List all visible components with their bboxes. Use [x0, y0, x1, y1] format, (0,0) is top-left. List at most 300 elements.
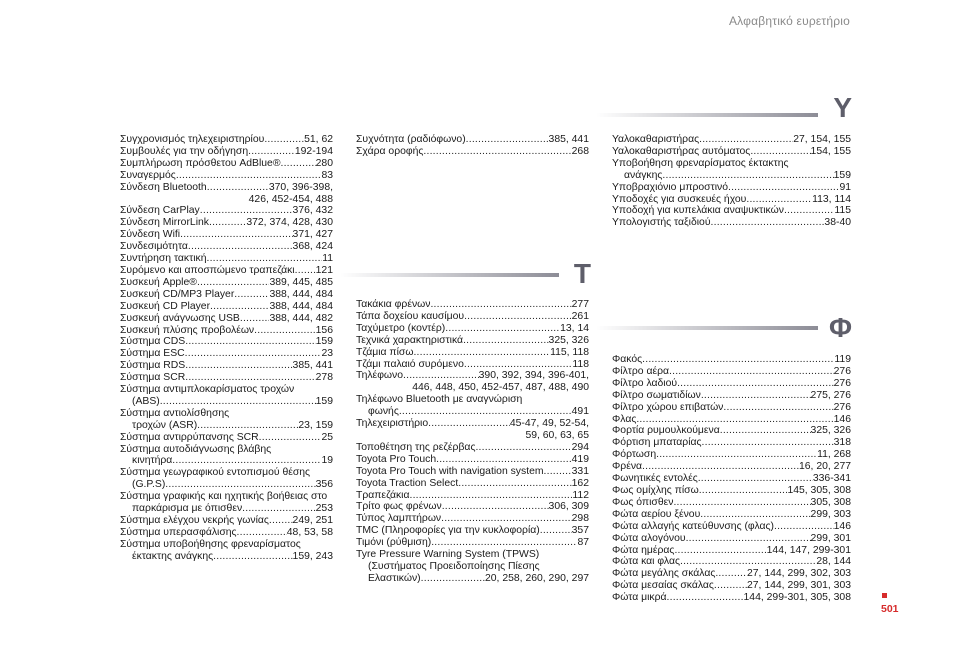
- index-term: Σύνδεση CarPlay: [120, 205, 200, 217]
- index-page-refs: 162: [571, 477, 589, 489]
- index-page-refs: 192-194: [294, 145, 333, 157]
- index-term: Φώτα αερίου ξένου: [612, 508, 701, 520]
- index-page-refs: 27, 144, 299, 301, 303: [747, 580, 851, 592]
- index-page-refs: 372, 374, 428, 430: [246, 217, 333, 229]
- index-page-refs: 27, 154, 155: [793, 134, 851, 145]
- leader-dots: [642, 354, 834, 366]
- index-page-refs: 276: [833, 377, 851, 389]
- index-page-refs: 276: [833, 401, 851, 413]
- index-entry: [356, 323, 589, 335]
- index-entry: [612, 146, 851, 158]
- index-page-refs: 357: [571, 525, 589, 537]
- index-entry: [356, 335, 589, 347]
- leader-dots: [677, 378, 834, 390]
- index-page-refs: 159: [315, 336, 333, 348]
- index-term: Τάπα δοχείου καυσίμου: [356, 310, 465, 322]
- index-page-refs: 356: [315, 479, 333, 491]
- index-term: Σύστημα SCR: [120, 372, 186, 384]
- index-entry: [612, 473, 851, 485]
- index-entry: [356, 418, 589, 430]
- index-page-refs: 19: [321, 455, 333, 467]
- leader-dots: [458, 478, 571, 490]
- index-page-refs: 376, 432: [292, 205, 333, 217]
- index-entry: [120, 479, 333, 491]
- index-page-refs: 112: [572, 489, 589, 501]
- leader-dots: [746, 194, 812, 206]
- leader-dots: [185, 348, 322, 360]
- index-entry: [356, 501, 589, 513]
- index-page-refs: 388, 444, 484: [269, 300, 333, 312]
- page-header-title: Αλφαβητικό ευρετήριο: [728, 14, 850, 28]
- index-term-line: Σύστημα υποβοήθησης φρεναρίσματος: [120, 538, 301, 550]
- leader-dots: [234, 289, 269, 301]
- index-entry: [120, 277, 333, 289]
- leader-dots: [207, 253, 323, 265]
- index-term: Φώτα αλλαγής κατεύθυνσης (φλας): [612, 520, 774, 532]
- index-term: Τραπεζάκια: [356, 489, 410, 501]
- index-entry: [120, 360, 333, 372]
- index-entry: [120, 325, 333, 337]
- index-term: Υποδοχές για συσκευές ήχου: [612, 193, 747, 205]
- index-term-line: Τηλέφωνο Bluetooth με αναγνώριση: [356, 394, 523, 406]
- index-page-refs: 87: [577, 537, 589, 549]
- index-page-refs: 389, 445, 485: [269, 276, 333, 288]
- leader-dots: [466, 134, 549, 146]
- index-entry: [120, 396, 333, 408]
- index-term: παρκάρισμα με όπισθεν: [132, 503, 243, 515]
- index-list-phi: [612, 354, 851, 604]
- index-term: Toyota Traction Select: [356, 477, 459, 489]
- leader-dots: [185, 336, 315, 348]
- index-term: Τεχνικά χαρακτηριστικά: [356, 334, 464, 346]
- index-page-refs: 299, 303: [810, 508, 851, 520]
- index-page-refs: 419: [571, 453, 589, 465]
- index-page-refs: 145, 305, 308: [787, 484, 851, 496]
- index-entry: [356, 370, 589, 382]
- index-page-refs-continued: 446, 448, 450, 452-457, 487, 488, 490: [412, 382, 589, 394]
- leader-dots: [711, 217, 825, 229]
- index-entry: [612, 437, 851, 449]
- leader-dots: [464, 359, 573, 371]
- index-entry: [120, 372, 333, 384]
- index-page-refs: 275, 276: [810, 389, 851, 401]
- leader-dots: [700, 509, 810, 521]
- leader-dots: [188, 241, 293, 253]
- leader-dots: [636, 414, 833, 426]
- leader-dots: [248, 146, 295, 158]
- index-term: έκτακτης ανάγκης: [132, 550, 214, 562]
- section-header-tau: [340, 258, 591, 294]
- index-term: TMC (Πληροφορίες για την κυκλοφορία): [356, 525, 540, 537]
- leader-dots: [399, 406, 572, 418]
- leader-dots: [442, 501, 549, 513]
- leader-dots: [475, 442, 571, 454]
- index-list-tau: [356, 299, 589, 585]
- index-term: Τηλέφωνο: [356, 370, 404, 382]
- leader-dots: [210, 301, 269, 313]
- leader-dots: [723, 402, 833, 414]
- section-letter-tau: Τ: [573, 258, 591, 289]
- leader-dots: [428, 418, 510, 430]
- index-entry: [120, 551, 333, 563]
- index-entry: [120, 253, 333, 265]
- index-entry: [120, 170, 333, 182]
- index-page-refs: 388, 444, 484: [269, 288, 333, 300]
- index-page-refs: 390, 392, 394, 396-401,: [478, 370, 589, 382]
- leader-dots: [413, 347, 550, 359]
- index-page-refs: 278: [315, 372, 333, 384]
- leader-dots: [160, 396, 316, 408]
- index-term: Υαλοκαθαριστήρας: [612, 134, 700, 145]
- index-entry: [120, 241, 333, 253]
- index-term-line: Σύστημα γραφικής και ηχητικής βοήθειας στο: [120, 491, 328, 503]
- index-page-refs-continued: 426, 452-454, 488: [248, 193, 333, 205]
- index-page-refs: 325, 326: [548, 334, 589, 346]
- index-entry: [612, 568, 851, 580]
- index-term: Υαλοκαθαριστήρας αυτόματος: [612, 145, 751, 157]
- index-page-refs: 325, 326: [810, 425, 851, 437]
- leader-dots: [656, 449, 817, 461]
- index-page-refs: 48, 53, 58: [286, 526, 333, 538]
- index-term: Φώτα μεγάλης σκάλας: [612, 568, 716, 580]
- index-entry: [356, 359, 589, 371]
- index-entry: [120, 217, 333, 229]
- index-term: Συσκευή Apple®: [120, 276, 197, 288]
- index-term: Τοποθέτηση της ρεζέρβας: [356, 441, 476, 453]
- index-term: Ελαστικών): [368, 572, 421, 584]
- index-page-refs: 28, 144: [816, 556, 851, 568]
- index-entry: [120, 289, 333, 301]
- index-entry: [612, 509, 851, 521]
- index-term: Φώτα ημέρας: [612, 544, 675, 556]
- index-term: Φορτία ρυμουλκούμενα: [612, 425, 720, 437]
- leader-dots: [295, 265, 316, 277]
- leader-dots: [464, 311, 572, 323]
- index-term: Συσκευή ανάγνωσης USB: [120, 312, 240, 324]
- index-entry: [120, 527, 333, 539]
- index-entry: [612, 449, 851, 461]
- leader-dots: [240, 313, 270, 325]
- index-entry: [120, 313, 333, 325]
- index-page-refs: 336-341: [812, 473, 851, 485]
- index-page-refs: 305, 308: [810, 496, 851, 508]
- index-page-refs: 276: [833, 365, 851, 377]
- leader-dots: [185, 360, 292, 372]
- index-term: Τύπος λαμπτήρων: [356, 513, 442, 525]
- index-page-refs: 25: [321, 431, 333, 443]
- index-term: Φωνητικές εντολές: [612, 473, 698, 485]
- leader-dots: [423, 146, 571, 158]
- index-term: Φώτα μικρά: [612, 592, 667, 604]
- index-entry: [120, 503, 333, 515]
- index-page-refs: 146: [833, 413, 851, 425]
- index-page-refs: 370, 396-398,: [268, 181, 333, 193]
- index-page-refs: 11: [322, 253, 333, 265]
- leader-dots: [544, 466, 572, 478]
- index-entry: [120, 301, 333, 313]
- index-term: Φως ομίχλης πίσω: [612, 484, 699, 496]
- index-term-line: Υποβοήθηση φρεναρίσματος έκτακτης: [612, 157, 789, 169]
- leader-dots: [686, 533, 811, 545]
- index-entry: [120, 205, 333, 217]
- index-term: κινητήρα: [132, 455, 173, 467]
- index-entry: [612, 580, 851, 592]
- index-entry: [612, 521, 851, 533]
- section-letter-upsilon: Υ: [833, 92, 852, 123]
- index-column-3: [612, 92, 852, 604]
- index-entry: [612, 354, 851, 366]
- index-page-refs: 154, 155: [810, 145, 851, 157]
- leader-dots: [699, 485, 788, 497]
- leader-dots: [715, 568, 747, 580]
- page-number: 501: [881, 603, 899, 615]
- leader-dots: [197, 420, 298, 432]
- index-page-refs: 144, 147, 299-301: [766, 544, 851, 556]
- leader-dots: [445, 323, 560, 335]
- index-entry: [120, 158, 333, 170]
- index-term: Φώτα αλογόνου: [612, 532, 686, 544]
- leader-dots: [701, 390, 811, 402]
- index-term: Τακάκια φρένων: [356, 299, 431, 310]
- index-term: Φόρτωση: [612, 449, 657, 461]
- index-entry: [612, 134, 851, 146]
- index-entry: [612, 378, 851, 390]
- index-page-refs: 16, 20, 277: [799, 461, 851, 473]
- index-entry: [612, 592, 851, 604]
- index-entry: [120, 229, 333, 241]
- index-page-refs: 368, 424: [292, 241, 333, 253]
- index-page-refs: 385, 441: [548, 134, 589, 145]
- index-page-refs: 280: [315, 157, 333, 169]
- index-term-line: Σύστημα αντιμπλοκαρίσματος τροχών: [120, 384, 295, 396]
- index-page-refs: 491: [571, 406, 589, 418]
- leader-dots: [674, 545, 766, 557]
- index-entry: [120, 134, 333, 146]
- index-entry: [120, 182, 333, 194]
- index-term: Φώτα και φλας: [612, 556, 680, 568]
- leader-dots: [669, 366, 834, 378]
- index-term: Σύνδεση Wifi: [120, 229, 181, 241]
- index-page-refs: 298: [571, 513, 589, 525]
- index-page-refs: 388, 444, 482: [269, 312, 333, 324]
- index-entry: [612, 182, 851, 194]
- leader-dots: [774, 521, 834, 533]
- index-term: Σχάρα οροφής: [356, 145, 424, 157]
- index-term: τροχών (ASR): [132, 419, 198, 431]
- leader-dots: [176, 170, 322, 182]
- index-entry: [120, 420, 333, 432]
- index-term: Τιμόνι (ρύθμιση): [356, 537, 432, 549]
- index-entry: [356, 347, 589, 359]
- index-term: Φίλτρο λαδιού: [612, 377, 678, 389]
- index-entry: [612, 461, 851, 473]
- index-term: Σύνδεση Bluetooth: [120, 181, 207, 193]
- index-page-refs: 385, 441: [292, 360, 333, 372]
- index-entry: [120, 336, 333, 348]
- index-term: Τηλεχειριστήριο: [356, 418, 429, 430]
- index-entry: [612, 556, 851, 568]
- index-term: Σύνδεση MirrorLink: [120, 217, 209, 229]
- index-page-refs: 23, 159: [298, 419, 333, 431]
- index-entry: [612, 390, 851, 402]
- section-header-phi: [596, 312, 852, 348]
- index-column-2: [356, 134, 591, 584]
- index-term-line: Σύστημα αντιολίσθησης: [120, 407, 230, 419]
- index-entry: [612, 402, 851, 414]
- page-marker-square: [882, 593, 887, 598]
- leader-dots: [213, 551, 292, 563]
- index-entry: [120, 455, 333, 467]
- index-page-refs: 27, 144, 299, 302, 303: [747, 568, 851, 580]
- index-entry: [356, 537, 589, 549]
- index-page-refs: 277: [571, 299, 589, 310]
- leader-dots: [207, 182, 269, 194]
- leader-dots: [436, 454, 572, 466]
- leader-dots: [172, 455, 321, 467]
- index-term: Φίλτρο αέρα: [612, 365, 670, 377]
- index-page-refs: 45-47, 49, 52-54,: [509, 418, 589, 430]
- index-term: Σύστημα αντιρρύπανσης SCR: [120, 431, 259, 443]
- leader-dots: [264, 134, 304, 146]
- index-entry: [120, 432, 333, 444]
- index-entry: [612, 217, 851, 229]
- index-page-refs: 253: [315, 503, 333, 515]
- leader-dots: [281, 158, 316, 170]
- index-term: Συντήρηση τακτική: [120, 253, 207, 265]
- index-page-refs: 249, 251: [292, 515, 333, 526]
- leader-dots: [242, 503, 315, 515]
- index-page-refs: 113, 114: [812, 193, 851, 205]
- index-term: Συναγερμός: [120, 169, 176, 181]
- leader-dots: [784, 205, 834, 217]
- leader-dots: [642, 461, 799, 473]
- index-entry: [612, 414, 851, 426]
- leader-dots: [720, 425, 811, 437]
- index-term: (ABS): [132, 395, 160, 407]
- index-term: Συνδεσιμότητα: [120, 241, 188, 253]
- index-page-refs: 146: [833, 520, 851, 532]
- index-entry: [120, 265, 333, 277]
- index-page-refs: 156: [315, 324, 333, 336]
- index-entry: [356, 466, 589, 478]
- index-list-upsilon: [612, 134, 851, 229]
- leader-dots: [728, 182, 839, 194]
- index-entry: [356, 311, 589, 323]
- index-term-line: Tyre Pressure Warning System (TPWS): [356, 549, 540, 561]
- index-term: Φακός: [612, 354, 643, 365]
- index-term: Υποβραχιόνιο μπροστινό: [612, 181, 728, 193]
- leader-dots: [197, 277, 270, 289]
- index-page-refs: 294: [571, 441, 589, 453]
- index-column-1: [120, 134, 333, 563]
- index-term: Τζάμι παλαιό συρόμενο: [356, 358, 464, 370]
- index-entry: [612, 485, 851, 497]
- leader-dots: [750, 146, 810, 158]
- index-term: Συγχρονισμός τηλεχειριστηρίου: [120, 134, 265, 145]
- leader-dots: [269, 515, 293, 527]
- index-entry: [356, 478, 589, 490]
- index-entry: [120, 146, 333, 158]
- index-term: Φίλτρο σωματιδίων: [612, 389, 701, 401]
- index-term: Φώτα μεσαίας σκάλας: [612, 580, 714, 592]
- index-list-sigma-end: [356, 134, 589, 158]
- index-entry: [356, 525, 589, 537]
- index-term: Σύστημα RDS: [120, 360, 186, 372]
- index-term: Σύστημα ESC: [120, 348, 185, 360]
- index-page-refs: 121: [315, 264, 333, 276]
- leader-dots: [430, 299, 571, 311]
- leader-dots: [662, 170, 833, 182]
- index-page-refs: 38-40: [824, 217, 851, 229]
- leader-dots: [185, 372, 315, 384]
- index-entry: [356, 573, 589, 585]
- index-entry: [612, 545, 851, 557]
- leader-dots: [431, 537, 577, 549]
- index-page-refs: 159: [315, 395, 333, 407]
- index-entry: [612, 366, 851, 378]
- leader-dots: [209, 217, 246, 229]
- index-term: Τζάμια πίσω: [356, 346, 414, 358]
- index-page-refs: 119: [834, 354, 851, 365]
- index-entry: [356, 490, 589, 502]
- index-entry: [612, 533, 851, 545]
- index-term: Φόρτιση μπαταρίας: [612, 437, 702, 449]
- leader-dots: [540, 525, 572, 537]
- index-page-refs: 115, 118: [550, 346, 589, 358]
- index-entry: [612, 205, 851, 217]
- index-term: Υποδοχή για κυπελάκια αναψυκτικών: [612, 205, 784, 217]
- index-term: Συσκευή CD Player: [120, 300, 211, 312]
- index-page-refs-continued: 59, 60, 63, 65: [525, 429, 589, 441]
- index-page-refs: 13, 14: [560, 322, 589, 334]
- index-term: Συσκευή πλύσης προβολέων: [120, 324, 255, 336]
- index-term: Φρένα: [612, 461, 643, 473]
- index-term: Υπολογιστής ταξιδιού: [612, 217, 711, 229]
- leader-dots: [441, 513, 572, 525]
- index-term: Toyota Pro Touch with navigation system: [356, 465, 544, 477]
- section-header-upsilon: [596, 92, 852, 130]
- index-page-refs: 115: [834, 205, 851, 217]
- index-entry: [356, 146, 589, 158]
- leader-dots: [714, 580, 747, 592]
- section-letter-phi: Φ: [829, 312, 852, 343]
- section-divider-bar: [596, 326, 818, 330]
- section-divider-bar: [340, 273, 559, 277]
- leader-dots: [673, 497, 810, 509]
- index-term: Συρόμενο και αποσπώμενο τραπεζάκι: [120, 264, 295, 276]
- leader-dots: [259, 432, 322, 444]
- index-page-refs: 299, 301: [810, 532, 851, 544]
- index-page-refs: 51, 62: [304, 134, 333, 145]
- leader-dots: [237, 527, 287, 539]
- leader-dots: [699, 134, 793, 146]
- index-entry: [612, 170, 851, 182]
- index-page-refs: 83: [321, 169, 333, 181]
- index-term: Συμπλήρωση πρόσθετου AdBlue®: [120, 157, 281, 169]
- index-term: Σύστημα CDS: [120, 336, 186, 348]
- leader-dots: [463, 335, 548, 347]
- leader-dots: [200, 205, 293, 217]
- index-term: φωνής: [368, 406, 399, 418]
- leader-dots: [680, 556, 816, 568]
- index-page-refs: 261: [571, 310, 589, 322]
- index-page-refs: 118: [572, 358, 589, 370]
- index-entry: [120, 348, 333, 360]
- index-page-refs: 23: [321, 348, 333, 360]
- index-page-refs: 91: [839, 181, 851, 193]
- leader-dots: [421, 573, 485, 585]
- index-entry: [612, 194, 851, 206]
